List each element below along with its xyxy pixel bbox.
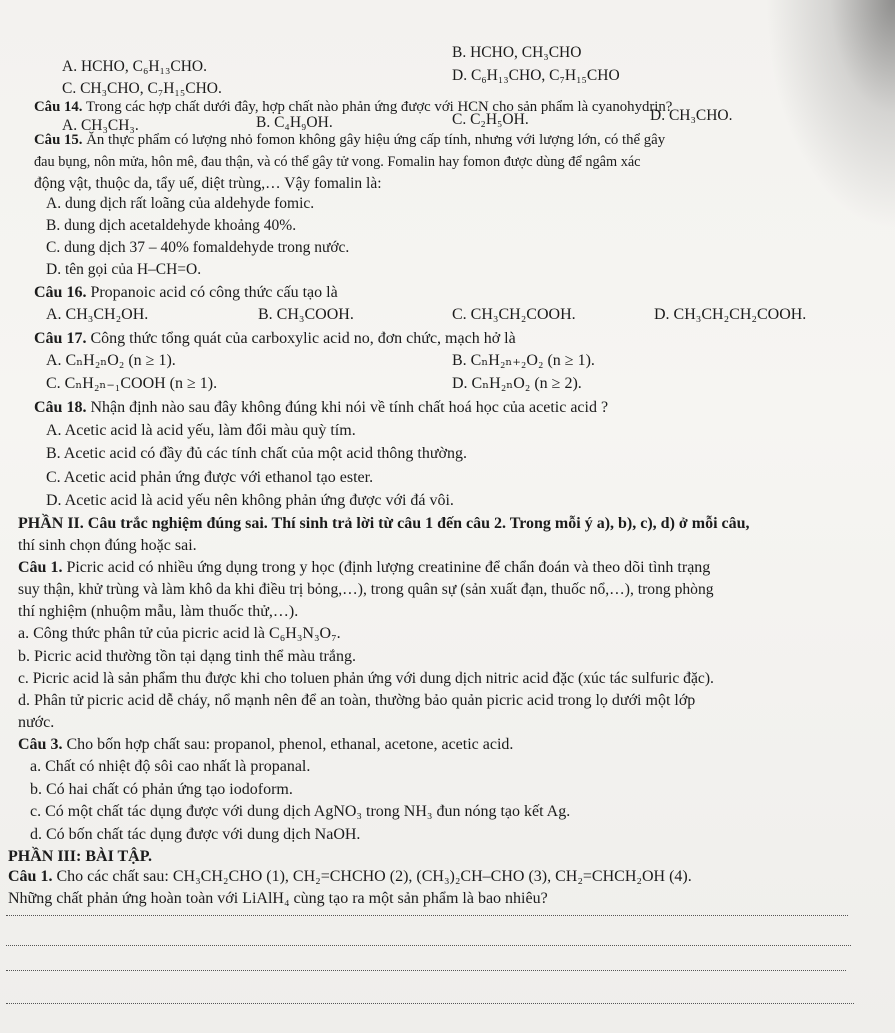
part2-q1-item-a: a. Công thức phân tử của picric acid là C₆H₃N₃O₇.	[18, 625, 341, 642]
q13-option-b: B. HCHO, CH₃CHO	[452, 44, 582, 61]
part2-q1-stem: Picric acid có nhiều ứng dụng trong y học (định lượng creatinine để chẩn đoán và theo dõi tình trạng	[66, 559, 711, 576]
part2-q3-label: Câu 3.	[18, 736, 63, 753]
q13-option-c: C. CH₃CHO, C₇H₁₅CHO.	[62, 80, 222, 97]
q15-option-b: B. dung dịch acetaldehyde khoảng 40%.	[46, 217, 297, 234]
part2-q1-line3: thí nghiệm (nhuộm mẫu, làm thuốc thử,…).	[18, 603, 299, 620]
q14-option-a: A. CH₃CH₃.	[62, 117, 139, 134]
q13-option-d: D. C₆H₁₃CHO, C₇H₁₅CHO	[452, 67, 620, 84]
part2-q1-item-b: b. Picric acid thường tồn tại dạng tinh thể màu trắng.	[18, 648, 356, 665]
answer-line-2	[6, 945, 851, 946]
answer-line-1	[6, 915, 848, 916]
q14-option-d: D. CH₃CHO.	[650, 107, 733, 124]
q15-stem-line3: động vật, thuộc da, tẩy uế, diệt trùng,… Vậy fomalin là:	[34, 175, 382, 192]
q18-option-d: D. Acetic acid là acid yếu nên không phản ứng được với đá vôi.	[46, 492, 454, 509]
q17-stem: Công thức tổng quát của carboxylic acid no, đơn chức, mạch hở là	[90, 330, 516, 347]
q17-option-b: B. CₙH₂ₙ₊₂O₂ (n ≥ 1).	[452, 352, 595, 369]
part3-q1-stem: Cho các chất sau: CH₃CH₂CHO (1), CH₂=CHCHO (2), (CH₃)₂CH–CHO (3), CH₂=CHCH₂OH (4).	[56, 868, 692, 885]
part2-q1-item-d-line1: d. Phân tử picric acid dễ cháy, nổ mạnh nên để an toàn, thường bảo quản picric acid trong lọ dưới một lớp	[18, 692, 696, 709]
q16-label: Câu 16.	[34, 284, 87, 301]
q16-option-b: B. CH₃COOH.	[258, 306, 354, 323]
q16-stem: Propanoic acid có công thức cấu tạo là	[90, 284, 338, 301]
part2-q3-item-a: a. Chất có nhiệt độ sôi cao nhất là propanal.	[30, 758, 311, 775]
q15-stem-line2: đau bụng, nôn mửa, hôn mê, đau thận, và có thể gây tử vong. Fomalin hay fomon được dùng để ngâm xác	[34, 154, 641, 170]
part2-q1-label: Câu 1.	[18, 559, 63, 576]
answer-line-4	[6, 1003, 854, 1004]
q16-question	[34, 284, 338, 302]
q18-option-a: A. Acetic acid là acid yếu, làm đổi màu quỳ tím.	[46, 422, 356, 439]
q14-option-c: C. C₂H₅OH.	[452, 111, 529, 128]
q18-stem: Nhận định nào sau đây không đúng khi nói về tính chất hoá học của acetic acid ?	[90, 399, 609, 416]
q16-option-c: C. CH₃CH₂COOH.	[452, 306, 576, 323]
part3-q1-line2: Những chất phản ứng hoàn toàn với LiAlH₄ cùng tạo ra một sản phẩm là bao nhiêu?	[8, 890, 548, 907]
q17-option-c: C. CₙH₂ₙ₋₁COOH (n ≥ 1).	[46, 375, 218, 392]
page-shadow	[765, 0, 895, 230]
part2-heading-line2: thí sinh chọn đúng hoặc sai.	[18, 537, 197, 554]
q15-question	[34, 131, 665, 149]
q18-label: Câu 18.	[34, 399, 87, 416]
answer-line-3	[6, 970, 846, 971]
q18-question	[34, 399, 608, 417]
part2-heading: PHẦN II. Câu trắc nghiệm đúng sai. Thí sinh trả lời từ câu 1 đến câu 2. Trong mỗi ý a), b), c), d) ở mỗi câu,	[18, 515, 750, 532]
part2-q3-item-b: b. Có hai chất có phản ứng tạo iodoform.	[30, 781, 293, 798]
part3-q1-label: Câu 1.	[8, 868, 53, 885]
part2-q3-item-c: c. Có một chất tác dụng được với dung dịch AgNO₃ trong NH₃ đun nóng tạo kết Ag.	[30, 803, 571, 820]
q14-label: Câu 14.	[34, 99, 83, 115]
q14-option-b: B. C₄H₉OH.	[256, 114, 333, 131]
q15-stem-line1: Ăn thực phẩm có lượng nhỏ fomon không gây hiệu ứng cấp tính, nhưng với lượng lớn, có thể gây	[86, 132, 666, 148]
q17-question	[34, 330, 516, 348]
part2-q3-stem: Cho bốn hợp chất sau: propanol, phenol, ethanal, acetone, acetic acid.	[66, 736, 514, 753]
q15-label: Câu 15.	[34, 132, 83, 148]
q13-option-a: A. HCHO, C₆H₁₃CHO.	[62, 58, 207, 75]
part2-q1-item-c: c. Picric acid là sản phẩm thu được khi cho toluen phản ứng với dung dịch nitric acid đặc (xúc tác sulfuric đặc).	[18, 670, 714, 687]
q16-option-a: A. CH₃CH₂OH.	[46, 306, 149, 323]
q16-option-d: D. CH₃CH₂CH₂COOH.	[654, 306, 807, 323]
q18-option-b: B. Acetic acid có đầy đủ các tính chất của một acid thông thường.	[46, 445, 467, 462]
q17-option-a: A. CₙH₂ₙO₂ (n ≥ 1).	[46, 352, 176, 369]
q14-stem: Trong các hợp chất dưới đây, hợp chất nào phản ứng được với HCN cho sản phẩm là cyanohydrin?	[85, 99, 673, 115]
q17-label: Câu 17.	[34, 330, 87, 347]
part2-q1-line2: suy thận, khử trùng và làm khô da khi điều trị bỏng,…), trong quân sự (sản xuất đạn, thuốc nổ,…), trong phòng	[18, 581, 714, 598]
part2-q3-item-d: d. Có bốn chất tác dụng được với dung dịch NaOH.	[30, 826, 361, 843]
q18-option-c: C. Acetic acid phản ứng được với ethanol tạo ester.	[46, 469, 374, 486]
part3-heading: PHẦN III: BÀI TẬP.	[8, 848, 153, 865]
q15-option-a: A. dung dịch rất loãng của aldehyde fomic.	[46, 195, 315, 212]
q15-option-d: D. tên gọi của H–CH=O.	[46, 261, 202, 278]
q14-question	[34, 98, 672, 116]
q17-option-d: D. CₙH₂ₙO₂ (n ≥ 2).	[452, 375, 582, 392]
part2-q3-question	[18, 736, 513, 754]
part2-q1-line1	[18, 559, 710, 577]
part3-q1-line1	[8, 868, 692, 886]
q15-option-c: C. dung dịch 37 – 40% fomaldehyde trong nước.	[46, 239, 350, 256]
part2-q1-item-d-line2: nước.	[18, 714, 55, 731]
